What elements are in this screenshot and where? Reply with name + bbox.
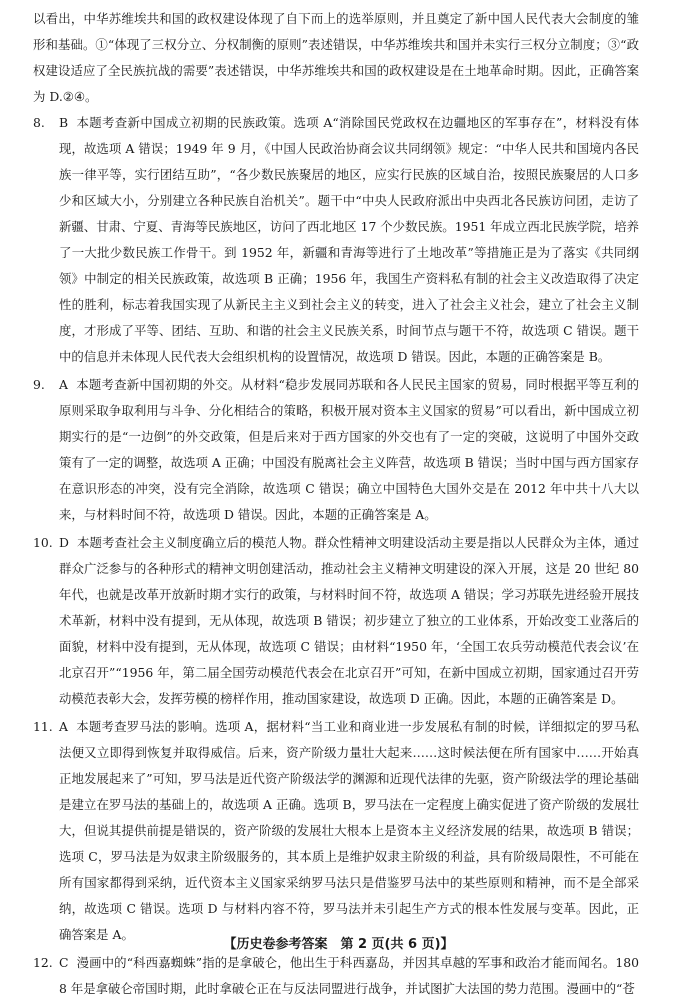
answer-letter: D bbox=[59, 535, 69, 550]
answer-item bbox=[33, 372, 639, 528]
answer-item bbox=[33, 110, 639, 370]
question-number: 12. bbox=[33, 955, 53, 970]
answer-item bbox=[33, 950, 639, 1002]
answer-letter: C bbox=[59, 955, 69, 970]
answer-item bbox=[33, 714, 639, 948]
answer-letter: A bbox=[59, 719, 68, 734]
page-footer: 【历史卷参考答案 第 2 页(共 6 页)】 bbox=[223, 937, 454, 952]
answer-letter: A bbox=[59, 377, 68, 392]
continuation-paragraph: 以看出，中华苏维埃共和国的政权建设体现了自下而上的选举原则，并且奠定了新中国人民代表大会制度的雏形和基础。①“体现了三权分立、分权制衡的原则”表述错误，中华苏维埃共和国并未实行三权分立制度；③“政权建设适应了全民族抗战的需要”表述错误，中华苏维埃共和国的政权建设是在土地革命时期。因此，正确答案为 D.②④。 bbox=[33, 11, 639, 104]
explanation-text: 漫画中的“科西嘉蜘蛛”指的是拿破仑，他出生于科西嘉岛，并因其卓越的军事和政治才能而闻名。1808 年是拿破仑帝国时期，此时拿破仑正在与反法同盟进行战争，并试图扩大法国的势力范围。漫画中的“苍 bbox=[59, 955, 639, 996]
question-number: 11. bbox=[33, 719, 53, 734]
explanation-text: 本题考查新中国初期的外交。从材料“稳步发展同苏联和各人民民主国家的贸易，同时根据平等互利的原则采取争取利用与斗争、分化相结合的策略，积极开展对资本主义国家的贸易”可以看出，新中国成立初期实行的是“一边倒”的外交政策，但是后来对于西方国家的外交也有了一定的突破，这说明了中国外交政策有了一定的调整，故选项 A 正确；中国没有脱离社会主义阵营，故选项 B 错误；当时中国与西方国家存在意识形态的冲突，没有完全消除，故选项 C 错误；确立中国特色大国外交是在 2012 年中共十八大以来，与材料时间不符，故选项 D 错误。因此，本题的正确答案是 A。 bbox=[59, 377, 639, 522]
answer-letter: B bbox=[59, 115, 69, 130]
question-number: 8. bbox=[33, 115, 45, 130]
explanation-text: 本题考查罗马法的影响。选项 A，据材料“当工业和商业进一步发展私有制的时候，详细拟定的罗马私法便又立即得到恢复并取得威信。后来，资产阶级力量壮大起来……这时候法便在所有国家中……开始真正地发展起来了”可知，罗马法是近代资产阶级法学的渊源和近现代法律的先驱，资产阶级法学的理论基础是建立在罗马法的基础上的，故选项 A 正确。选项 B，罗马法在一定程度上确实促进了资产阶级的发展壮大，但说其提供前提是错误的，资产阶级的发展壮大根本上是资本主义经济发展的结果，故选项 B 错误；选项 C，罗马法是为奴隶主阶级服务的，其本质上是维护奴隶主阶级的利益，具有阶级局限性，不可能在所有国家都得到采纳，近代资本主义国家采纳罗马法只是借鉴罗马法中的某些原则和精神，而不是全部采纳，故选项 C 错误。选项 D 与材料内容不符，罗马法并未引起生产方式的根本性发展与变革。因此，正确答案是 A。 bbox=[59, 719, 639, 942]
question-number: 10. bbox=[33, 535, 53, 550]
explanation-text: 本题考查社会主义制度确立后的模范人物。群众性精神文明建设活动主要是指以人民群众为主体，通过群众广泛参与的各种形式的精神文明创建活动，推动社会主义精神文明建设的深入开展，这是 20 世纪 80 年代，也就是改革开放新时期才实行的政策，与材料时间不符，故选项 A 错误；学习苏联先进经验开展技术革新，材料中没有提到，无从体现，故选项 B 错误；初步建立了独立的工业体系，开始改变工业落后的面貌，材料中没有提到，无从体现，故选项 C 错误；由材料“1950 年，‘全国工农兵劳动模范代表会议’在北京召开”“1956 年，第二届全国劳动模范代表会在北京召开”可知，在新中国成立初期，国家通过召开劳动模范表彰大会，发挥劳模的榜样作用，推动国家建设，故选项 D 正确。因此，本题的正确答案是 D。 bbox=[59, 535, 639, 706]
explanation-text: 本题考查新中国成立初期的民族政策。选项 A“消除国民党政权在边疆地区的军事存在”，材料没有体现，故选项 A 错误；1949 年 9 月，《中国人民政治协商会议共同纲领》规定：“中华人民共和国境内各民族一律平等，实行团结互助”，“各少数民族聚居的地区，应实行民族的区域自治，按照民族聚居的人口多少和区域大小，分别建立各种民族自治机关”。题干中“中央人民政府派出中央西北各民族访问团，走访了新疆、甘肃、宁夏、青海等民族地区，访问了西北地区 17 个少数民族。1951 年成立西北民族学院，培养了一大批少数民族工作骨干。到 1952 年，新疆和青海等进行了土地改革”等措施正是为了落实《共同纲领》中制定的相关民族政策，故选项 B 正确；1956 年，我国生产资料私有制的社会主义改造取得了决定性的胜利，标志着我国实现了从新民主主义到社会主义的转变，进入了社会主义社会，建立了社会主义制度，才形成了平等、团结、互助、和谐的社会主义民族关系，时间节点与题干不符，故选项 C 错误。题干中的信息并未体现人民代表大会组织机构的设置情况，故选项 D 错误。因此，本题的正确答案是 B。 bbox=[59, 115, 639, 364]
question-number: 9. bbox=[33, 377, 45, 392]
answer-list bbox=[33, 110, 639, 1002]
answer-item bbox=[33, 530, 639, 712]
